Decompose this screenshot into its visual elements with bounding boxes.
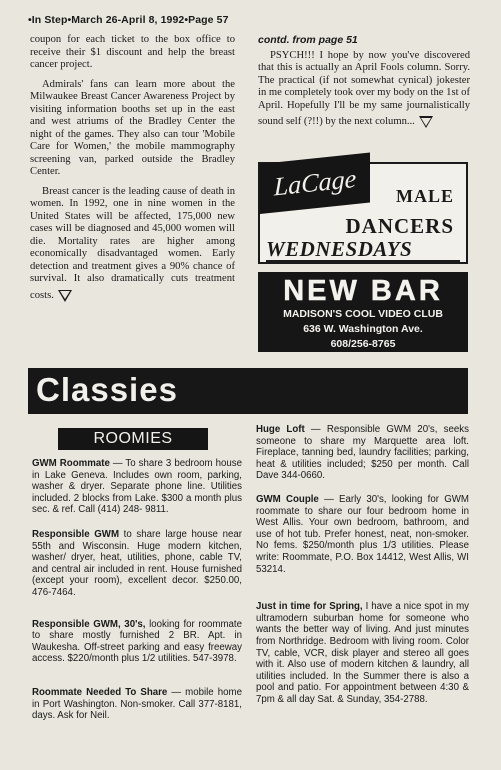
end-triangle-icon <box>58 290 72 302</box>
classified-headline: Responsible GWM, 30's, <box>32 618 146 630</box>
new-bar-address: 636 W. Washington Ave. <box>303 323 423 335</box>
new-bar-tagline: MADISON'S COOL VIDEO CLUB <box>283 308 443 320</box>
classified-headline: GWM Roommate <box>32 458 110 469</box>
classified-ad <box>32 619 242 665</box>
classified-body: — Responsible GWM 20's, seeks someone to share my Marquette area loft. Fireplace, tanning bed, laundry facilities; parking, heat & utilities included; $250 per month. Call Dave 344-0660. <box>256 424 469 482</box>
page-header: •In Step•March 26-April 8, 1992•Page 57 <box>28 14 229 26</box>
classified-body: looking for roommate to share mostly furnished 2 BR. Apt. in Waukesha. Off-street parking and easy freeway access. $220/month plus 1/2 utilities. 547-3978. <box>32 618 242 665</box>
classies-title: Classies <box>36 371 178 408</box>
lacage-logo: LaCage <box>260 152 370 214</box>
classified-headline: Roommate Needed To Share <box>32 686 168 698</box>
ad-line-male: MALE <box>396 186 454 206</box>
end-triangle-icon <box>419 116 433 128</box>
classified-body: — To share 3 bedroom house in Lake Geneva. Includes own room, parking, washer & dryer. Separate phone line. Utilities included. 2 blocks from Lake. $300 a month plus sec. & ref. Call (414) 248- 9811. <box>32 458 242 516</box>
article-paragraph <box>30 186 235 303</box>
classified-body: to share large house near 55th and Wisconsin. Huge modern kitchen, washer/ dryer, heat, utilities, phone, cable TV, and central air included in rent. House furnished (except your room), excellent decor. $250.00, 476-7464. <box>32 528 242 598</box>
ad-line-wednesdays: WEDNESDAYS <box>266 238 460 262</box>
classified-ad <box>256 601 469 705</box>
classifieds-right-column <box>256 424 469 705</box>
classified-ad <box>32 687 242 722</box>
new-bar-phone: 608/256-8765 <box>330 338 396 350</box>
new-bar-title: NEW BAR <box>283 275 443 307</box>
classified-ad <box>256 424 469 482</box>
classified-headline: Just in time for Spring, <box>256 601 363 613</box>
classified-ad <box>256 494 469 575</box>
classified-ad <box>32 529 242 599</box>
classified-body: I have a nice spot in my ultramodern suburban home for someone who wants the better way of living. And just minutes from Northridge. Bedroom with living room. Color TV, cable, VCR, disk player and stereo all goes with it. Also use of modern kitchen & laundry, all utilities included. In the Summer there is also a pool and patio. For appointment between 4:30 & 7pm & all day Sat. & Sunday, 354-2788. <box>256 601 470 705</box>
article-left-column <box>30 34 235 309</box>
article-paragraph-text: PSYCH!!! I hope by now you've discovered that this is actually an April Fools column. Sorry. The practical (if not somewhat cynical) jokester in me completely took over my body on the 1st of April. Hopefully I'll be my same journalistically sound self (?!!) by the next column... <box>258 49 470 127</box>
classified-ad <box>32 458 242 516</box>
classified-body: — mobile home in Port Washington. Non-smoker. Call 377-8181, days. Ask for Neil. <box>32 686 242 722</box>
lacage-advertisement <box>258 162 468 264</box>
ad-line-dancers: DANCERS <box>345 214 454 238</box>
classified-body: — Early 30's, looking for GWM roommate to share our four bedroom home in West Allis. Your own bedroom, bathroom, and use of hot tub. Prefer honest, neat, non-smoker. No fems. $250/month plus 1/3 utilities. Please write: Roommate, P.O. Box 14412, West Allis, WI 53214. <box>256 493 469 575</box>
article-paragraph: Admirals' fans can learn more about the Milwaukee Breast Cancer Awareness Project by visiting information booths set up in the east and west atriums of the Bradley Center the night of the games. They also can tour 'Mobile Care for Women,' the mobile mammography screening van, parked outside the Bradley Center. <box>30 78 235 177</box>
classified-headline: Huge Loft <box>256 424 305 435</box>
article-right-column <box>258 34 470 129</box>
article-paragraph-text: Breast cancer is the leading cause of death in women. In 1992, one in nine women in the United States will be affected, 175,000 new cases will be diagnosed and 45,000 women will die. Mortality rates are higher among economically disadvantaged women. Early detection and treatment gives a 90% chance of survival. It also dramatically cuts treatment costs. <box>30 185 235 301</box>
new-bar-advertisement <box>258 272 468 352</box>
continued-label: contd. from page 51 <box>258 34 358 46</box>
classifieds-left-column <box>32 458 242 722</box>
classified-headline: GWM Couple <box>256 493 319 505</box>
roomies-section-header: ROOMIES <box>58 428 208 450</box>
article-paragraph: coupon for each ticket to the box office to receive their $1 discount and help the breast cancer project. <box>30 34 235 70</box>
article-paragraph <box>258 50 470 129</box>
classified-headline: Responsible GWM <box>32 528 120 540</box>
classies-banner <box>28 368 468 414</box>
